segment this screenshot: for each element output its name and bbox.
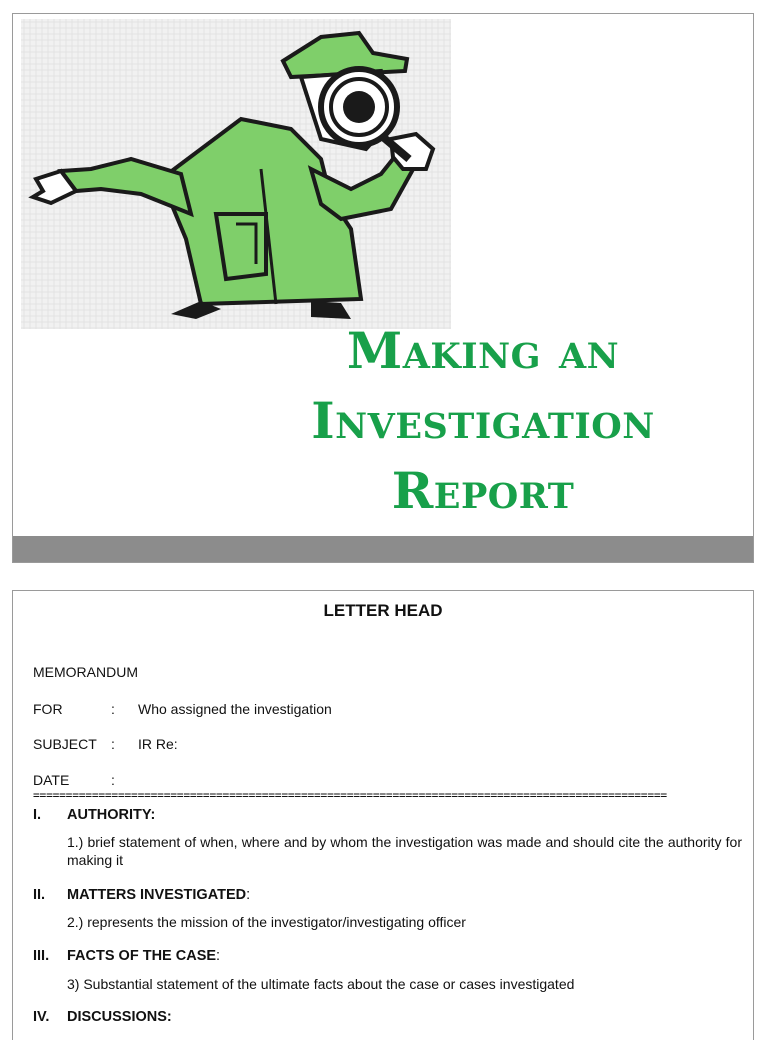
subject-value: IR Re: <box>138 736 178 752</box>
section-discussions-heading <box>33 1009 172 1025</box>
title-line-2: Investigation <box>311 391 655 450</box>
section-facts-heading <box>33 948 220 964</box>
section-title: FACTS OF THE CASE <box>67 948 217 964</box>
section-suffix: : <box>246 887 251 903</box>
section-suffix: : <box>216 948 221 964</box>
for-label: FOR <box>33 701 63 717</box>
section-title: DISCUSSIONS: <box>67 1009 172 1025</box>
title-line-3: Report <box>391 461 575 520</box>
separator-line: ================================================================================================= <box>33 789 667 802</box>
subject-label: SUBJECT <box>33 736 97 752</box>
memorandum-heading: MEMORANDUM <box>33 664 138 680</box>
section-facts-body: 3) Substantial statement of the ultimate facts about the case or cases investigated <box>67 976 575 992</box>
letter-head: LETTER HEAD <box>323 601 443 620</box>
title-slide <box>12 13 754 563</box>
date-label: DATE <box>33 772 70 788</box>
section-title: MATTERS INVESTIGATED <box>67 887 247 903</box>
detective-illustration <box>21 19 451 329</box>
date-colon: : <box>111 772 115 788</box>
subject-field <box>33 736 178 752</box>
section-authority-body: 1.) brief statement of when, where and by whom the investigation was made and should cite the authority for making it <box>67 834 742 868</box>
section-number: I. <box>33 807 42 823</box>
date-field <box>33 772 138 788</box>
section-matters-body: 2.) represents the mission of the investigator/investigating officer <box>67 914 466 930</box>
section-authority-heading <box>33 807 155 823</box>
section-number: II. <box>33 887 46 903</box>
memo-slide <box>12 590 754 1040</box>
subject-colon: : <box>111 736 115 752</box>
section-number: IV. <box>33 1009 50 1025</box>
title-line-1: Making an <box>346 321 620 380</box>
section-matters-heading <box>33 887 250 903</box>
for-field <box>33 701 332 717</box>
slide-footer-bar <box>13 536 753 562</box>
section-title: AUTHORITY: <box>67 807 156 823</box>
section-number: III. <box>33 948 50 964</box>
for-colon: : <box>111 701 115 717</box>
for-value: Who assigned the investigation <box>138 701 332 717</box>
slide-title <box>213 316 753 526</box>
